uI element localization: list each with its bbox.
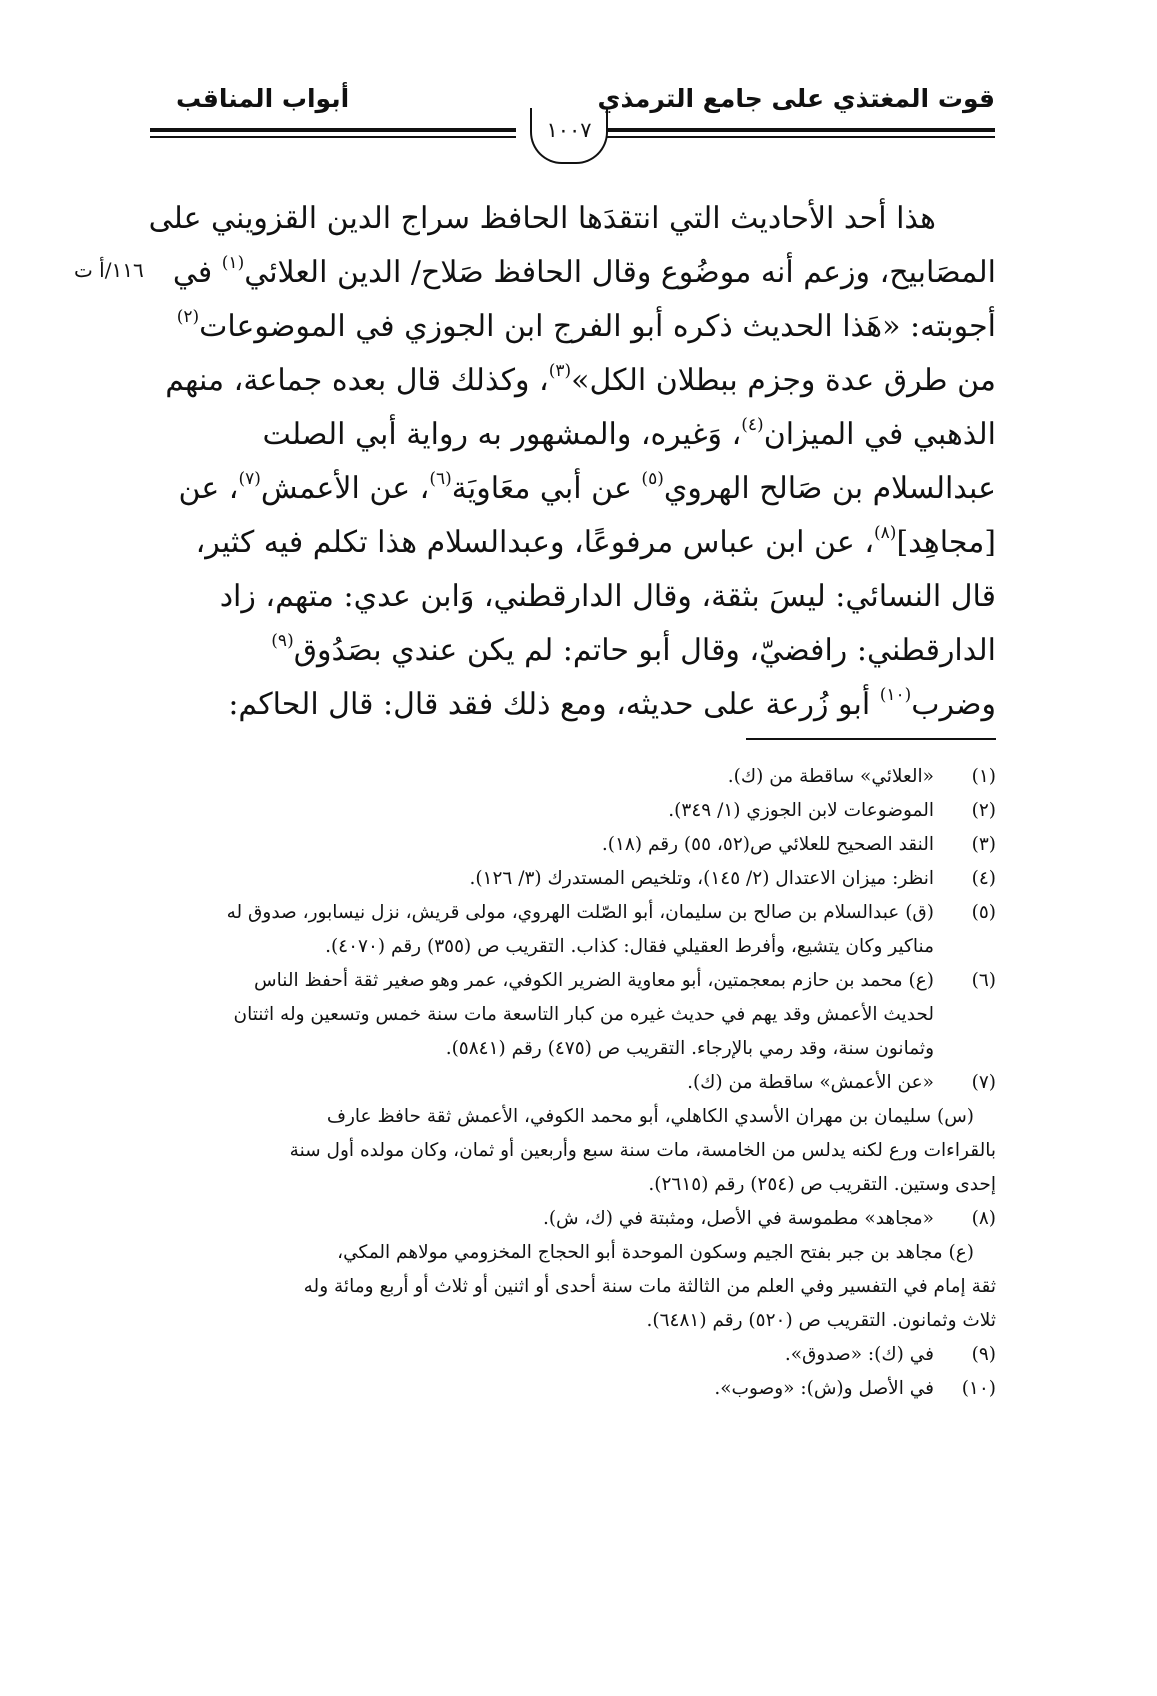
- footnote-line: ثلاث وثمانون. التقريب ص (٥٢٠) رقم (٦٤٨١).: [646, 1310, 996, 1331]
- footnote-ref: (٣): [548, 361, 572, 381]
- footnote-line: (ق) عبدالسلام بن صالح بن سليمان، أبو الصّلت الهروي، مولى قريش، نزل نيسابور، صدوق له: [226, 902, 934, 923]
- main-text-line: [160, 462, 996, 516]
- footnote-number: (٣): [971, 834, 996, 855]
- footnote-ref: (٦): [429, 469, 452, 489]
- header-rule-left-thin: [150, 136, 516, 138]
- main-text-segment: ، عن الأعمش: [260, 471, 430, 506]
- book-title: قوت المغتذي على جامع الترمذي: [597, 84, 995, 113]
- footnote-line: الموضوعات لابن الجوزي (١/ ٣٤٩).: [668, 800, 934, 821]
- main-text-segment: ، عن: [178, 471, 239, 506]
- footnote: [160, 964, 996, 1066]
- footnote: [160, 862, 996, 896]
- main-text-segment: قال النسائي: ليسَ بثقة، وقال الدارقطني، وَابن عدي: متهم، زاد: [219, 579, 996, 614]
- footnote: [160, 1338, 996, 1372]
- footnote-line: لحديث الأعمش وقد يهم في حديث غيره من كبار التاسعة مات سنة خمس وتسعين وله اثنتان: [233, 1004, 934, 1025]
- main-text-segment: عن أبي معَاويَة: [451, 471, 642, 506]
- footnote-number: (١): [971, 766, 996, 787]
- main-text-segment: في: [172, 255, 222, 290]
- footnote: [160, 1372, 996, 1406]
- main-text-segment: عبدالسلام بن صَالح الهروي: [663, 471, 996, 506]
- main-text-line: [160, 300, 996, 354]
- footnote-line: مناكير وكان يتشيع، وأفرط العقيلي فقال: كذاب. التقريب ص (٣٥٥) رقم (٤٠٧٠).: [325, 936, 934, 957]
- footnote-number: (٤): [971, 868, 996, 889]
- footnote: [160, 1066, 996, 1100]
- header-rule-right-thin: [607, 136, 995, 138]
- footnote: [160, 828, 996, 862]
- footnotes: [160, 760, 996, 1406]
- footnote-line: وثمانون سنة، وقد رمي بالإرجاء. التقريب ص (٤٧٥) رقم (٥٨٤١).: [445, 1038, 934, 1059]
- main-text-segment: من طرق عدة وجزم ببطلان الكل»: [571, 363, 996, 398]
- footnote: [160, 896, 996, 964]
- main-text-line: [160, 624, 996, 678]
- footnote-line: النقد الصحيح للعلائي ص(٥٢، ٥٥) رقم (١٨).: [601, 834, 934, 855]
- footnote-number: (١٠): [961, 1378, 996, 1399]
- main-text-line: [160, 354, 996, 408]
- main-text-segment: ، وَغيره، والمشهور به رواية أبي الصلت: [262, 417, 742, 452]
- footnote-line: «عن الأعمش» ساقطة من (ك).: [687, 1072, 934, 1093]
- footnote: [160, 760, 996, 794]
- footnote-ref: (٧): [238, 469, 261, 489]
- footnote-ref: (١): [221, 253, 245, 273]
- footnote-line: في الأصل و(ش): «وصوب».: [714, 1378, 934, 1399]
- main-text-segment: [مجاهِد]: [896, 525, 996, 560]
- footnote-line: بالقراءات ورع لكنه يدلس من الخامسة، مات سنة سبع وأربعين أو ثمان، وكان مولده أول سنة: [289, 1140, 996, 1161]
- footnote-continuation: [160, 1236, 996, 1338]
- page-number: ١٠٠٧: [530, 108, 608, 164]
- footnote-line: في (ك): «صدوق».: [784, 1344, 934, 1365]
- main-text-segment: ، عن ابن عباس مرفوعًا، وعبدالسلام هذا تكلم فيه كثير،: [195, 525, 875, 560]
- main-text-line: [160, 678, 996, 732]
- footnote-number: (٩): [971, 1344, 996, 1365]
- footnote-separator: [746, 738, 996, 740]
- footnote: [160, 794, 996, 828]
- footnote-number: (٢): [971, 800, 996, 821]
- header-rule-left-thick: [150, 128, 516, 132]
- footnote-ref: (٩): [271, 631, 294, 651]
- page-header: [150, 78, 995, 168]
- footnote-ref: (٤): [741, 415, 764, 435]
- main-text-line: [160, 570, 996, 624]
- main-text-line: [148, 192, 996, 246]
- footnote-continuation: [160, 1100, 996, 1202]
- footnote-line: إحدى وستين. التقريب ص (٢٥٤) رقم (٢٦١٥).: [648, 1174, 996, 1195]
- footnote: [160, 1202, 996, 1236]
- footnote-line: انظر: ميزان الاعتدال (٢/ ١٤٥)، وتلخيص المستدرك (٣/ ١٢٦).: [469, 868, 934, 889]
- footnote-number: (٧): [971, 1072, 996, 1093]
- footnote-ref: (٢): [176, 307, 200, 327]
- footnote-line: ثقة إمام في التفسير وفي العلم من الثالثة مات سنة أحدى أو اثنين أو ثلاث أو أربع ومائة وله: [303, 1276, 996, 1297]
- footnote-line: (س) سليمان بن مهران الأسدي الكاهلي، أبو محمد الكوفي، الأعمش ثقة حافظ عارف: [326, 1106, 974, 1127]
- footnote-line: «مجاهد» مطموسة في الأصل، ومثبتة في (ك، ش).: [542, 1208, 934, 1229]
- main-text-line: [160, 408, 996, 462]
- main-text-segment: المصَابيح، وزعم أنه موضُوع وقال الحافظ صَلاح/ الدين العلائي: [244, 255, 996, 290]
- footnote-number: (٥): [971, 902, 996, 923]
- main-text-line: [160, 516, 996, 570]
- footnote-number: (٨): [971, 1208, 996, 1229]
- main-text-line: [160, 246, 996, 300]
- main-text-segment: الدارقطني: رافضيّ، وقال أبو حاتم: لم يكن عندي بصَدُوق: [293, 633, 996, 668]
- main-text-segment: هذا أحد الأحاديث التي انتقدَها الحافظ سراج الدين القزويني على: [148, 201, 936, 236]
- header-rule-right-thick: [607, 128, 995, 132]
- section-title: أبواب المناقب: [176, 84, 350, 113]
- main-text-segment: وضرب: [911, 687, 996, 722]
- main-text: [148, 192, 996, 732]
- main-text-segment: أبو زُرعة على حديثه، ومع ذلك فقد قال: قال الحاكم:: [228, 687, 880, 722]
- footnote-line: (ع) محمد بن حازم بمعجمتين، أبو معاوية الضرير الكوفي، عمر وهو صغير ثقة أحفظ الناس: [254, 970, 934, 991]
- main-text-segment: الذهبي في الميزان: [763, 417, 996, 452]
- main-text-segment: أجوبته: «هَذا الحديث ذكره أبو الفرج ابن الجوزي في الموضوعات: [199, 309, 996, 344]
- margin-note: ١١٦/أ ت: [74, 258, 144, 282]
- footnote-number: (٦): [971, 970, 996, 991]
- footnote-line: (ع) مجاهد بن جبر بفتح الجيم وسكون الموحدة أبو الحجاج المخزومي مولاهم المكي،: [337, 1242, 974, 1263]
- main-text-segment: ، وكذلك قال بعده جماعة، منهم: [165, 363, 549, 398]
- footnote-ref: (٥): [641, 469, 664, 489]
- footnote-ref: (٨): [874, 523, 897, 543]
- footnote-line: «العلائي» ساقطة من (ك).: [727, 766, 934, 787]
- footnote-ref: (١٠): [879, 685, 912, 705]
